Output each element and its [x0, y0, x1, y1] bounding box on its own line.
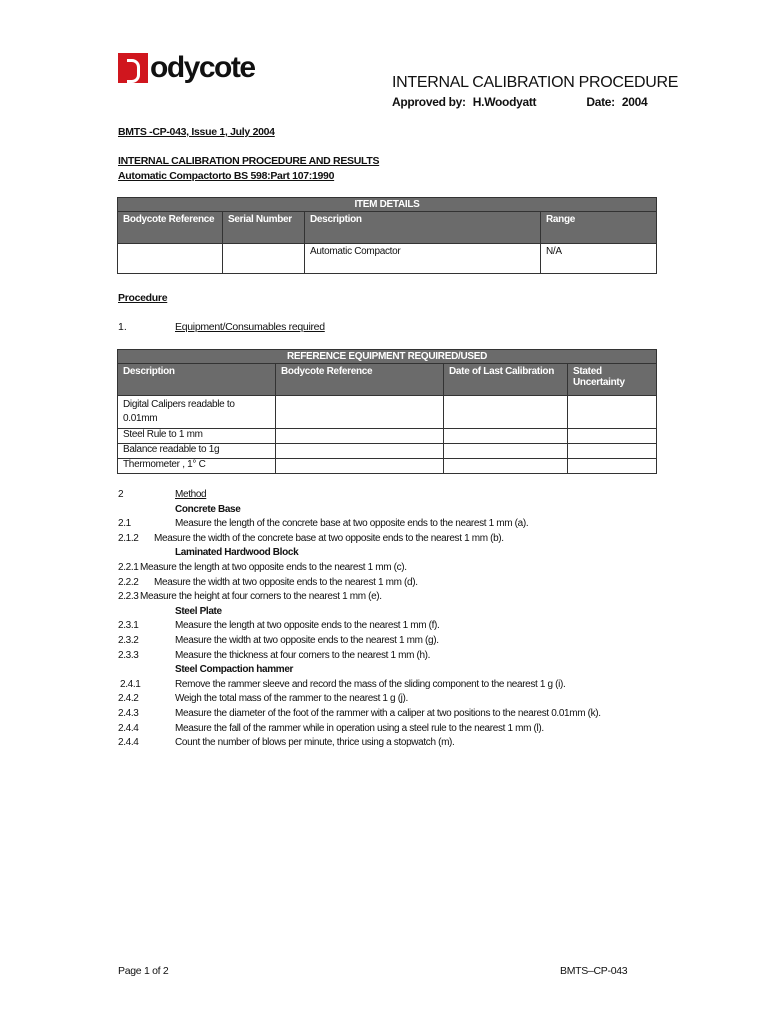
- cell-serial-number: [223, 244, 305, 274]
- reference-equipment-table: [117, 349, 657, 474]
- list-item: 2.4.4 Count the number of blows per minute, thrice using a stopwatch (m).: [118, 737, 455, 749]
- list-item: 2.3.1 Measure the length at two opposite ends to the nearest 1 mm (f).: [118, 620, 440, 632]
- list-item: 2.3.3 Measure the thickness at four corners to the nearest 1 mm (h).: [118, 649, 431, 661]
- list-item: 2.3.2 Measure the width at two opposite ends to the nearest 1 mm (g).: [118, 634, 439, 646]
- section-heading: Steel Compaction hammer: [175, 664, 294, 676]
- list-item: 2.4.2 Weigh the total mass of the rammer to the nearest 1 g (j).: [118, 693, 408, 705]
- equip-description: Digital Calipers readable to 0.01mm: [118, 396, 276, 429]
- method-heading-row: [118, 488, 678, 503]
- logo-text: odycote: [150, 51, 255, 84]
- section-heading: Concrete Base: [175, 503, 241, 515]
- list-item: [118, 503, 678, 518]
- table-row: [118, 396, 657, 429]
- procedure-heading: Procedure: [118, 292, 168, 304]
- logo-b-mark-icon: [118, 53, 148, 83]
- header-equip-description: Description: [118, 364, 276, 396]
- list-item: 2.1 Measure the length of the concrete base at two opposite ends to the nearest 1 mm (a).: [118, 518, 529, 530]
- equip-description: Thermometer , 1° C: [118, 459, 276, 474]
- list-item: 2.2.3 Measure the height at four corners to the nearest 1 mm (e).: [118, 591, 382, 603]
- cell-range: N/A: [541, 244, 657, 274]
- method-number: 2: [118, 489, 124, 500]
- equip-description: Steel Rule to 1 mm: [118, 429, 276, 444]
- section-subtitle: INTERNAL CALIBRATION PROCEDURE AND RESULTS: [118, 155, 380, 167]
- item-details-caption: ITEM DETAILS: [118, 198, 657, 212]
- method-label: Method: [175, 489, 207, 500]
- header-serial-number: Serial Number: [223, 212, 305, 244]
- table-row: [118, 459, 657, 474]
- page-number: Page 1 of 2: [118, 965, 169, 977]
- header-last-calibration: Date of Last Calibration: [444, 364, 568, 396]
- document-title: INTERNAL CALIBRATION PROCEDURE: [392, 74, 679, 91]
- header-description: Description: [305, 212, 541, 244]
- bodycote-logo: [118, 50, 255, 86]
- table-row: [118, 429, 657, 444]
- list-item: [118, 546, 678, 561]
- header-range: Range: [541, 212, 657, 244]
- section-heading: Laminated Hardwood Block: [175, 547, 299, 559]
- footer-doc-code: BMTS–CP-043: [560, 965, 628, 977]
- list-item: 2.4.1 Remove the rammer sleeve and record the mass of the sliding component to the nearest 1 g (i).: [120, 678, 566, 690]
- item-details-table: [117, 197, 657, 274]
- step-1-text: Equipment/Consumables required: [175, 321, 325, 333]
- method-section: [118, 488, 678, 751]
- approved-name: H.Woodyatt: [472, 95, 537, 109]
- table-row: [118, 444, 657, 459]
- date-value: 2004: [621, 95, 648, 109]
- cell-bodycote-reference: [118, 244, 223, 274]
- list-item: 2.2.1 Measure the length at two opposite ends to the nearest 1 mm (c).: [118, 561, 407, 573]
- list-item: 2.4.4 Measure the fall of the rammer while in operation using a steel rule to the nearest 1 mm (l).: [118, 722, 544, 734]
- cell-description: Automatic Compactor: [305, 244, 541, 274]
- date-label: Date:: [586, 95, 615, 109]
- standard-subtitle: Automatic Compactorto BS 598:Part 107:1990: [118, 170, 335, 182]
- header-stated-uncertainty: Stated Uncertainty: [568, 364, 657, 396]
- list-item: 2.4.3 Measure the diameter of the foot of the rammer with a caliper at two positions to the nearest 0.01mm (k).: [118, 707, 601, 719]
- header-equip-reference: Bodycote Reference: [276, 364, 444, 396]
- approval-line: [392, 95, 651, 109]
- list-item: [118, 605, 678, 620]
- step-1-number: 1.: [118, 321, 127, 333]
- list-item: 2.1.2 Measure the width of the concrete base at two opposite ends to the nearest 1 mm (b).: [118, 532, 504, 544]
- equip-description: Balance readable to 1g: [118, 444, 276, 459]
- list-item: [118, 663, 678, 678]
- list-item: 2.2.2 Measure the width at two opposite ends to the nearest 1 mm (d).: [118, 576, 418, 588]
- document-reference: BMTS -CP-043, Issue 1, July 2004: [118, 126, 275, 138]
- section-heading: Steel Plate: [175, 605, 222, 617]
- approved-label: Approved by:: [392, 95, 466, 109]
- header-bodycote-reference: Bodycote Reference: [118, 212, 223, 244]
- equipment-caption: REFERENCE EQUIPMENT REQUIRED/USED: [118, 350, 657, 364]
